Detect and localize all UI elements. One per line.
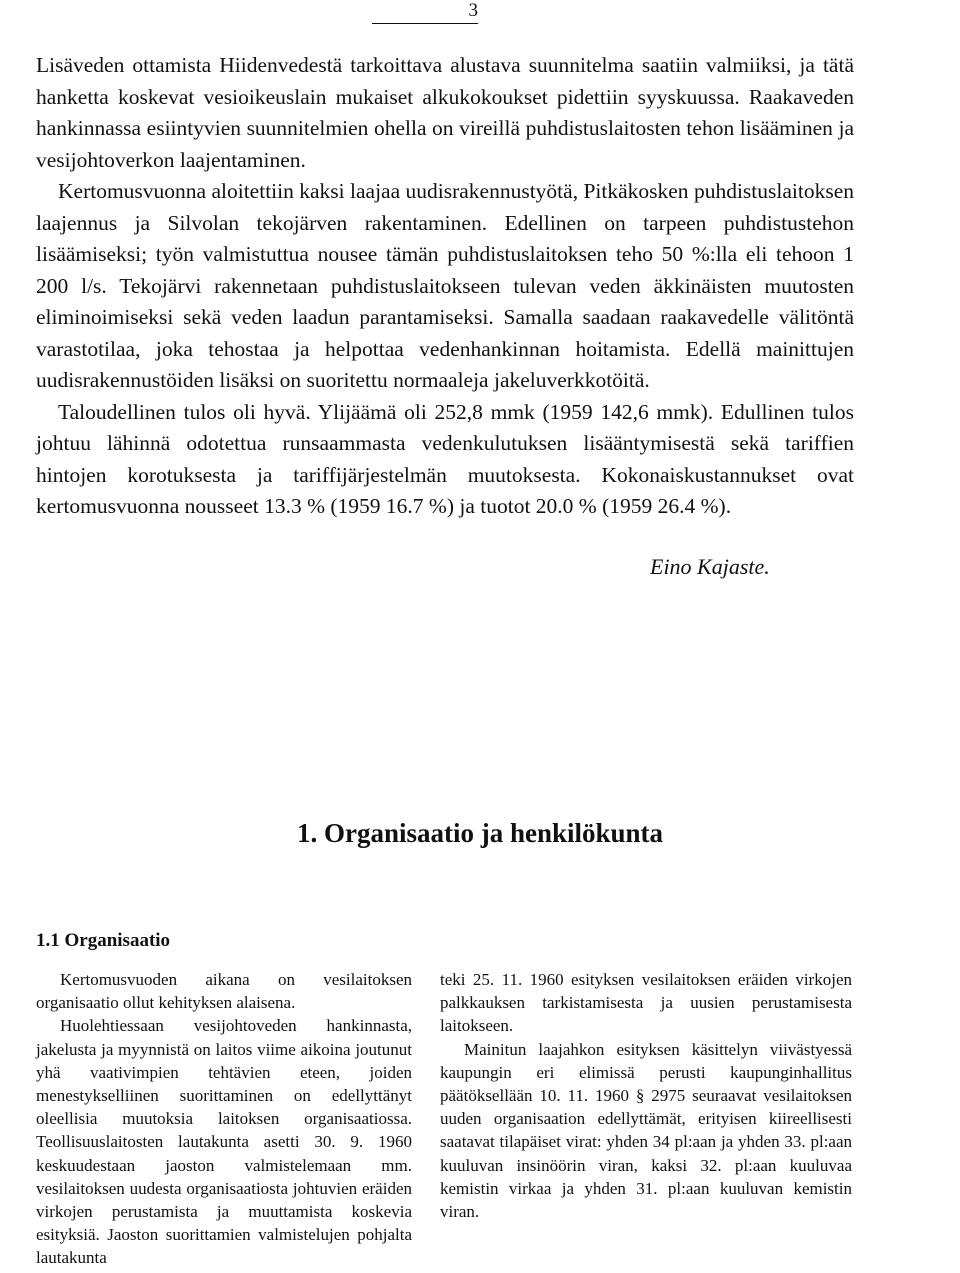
intro-paragraph: Taloudellinen tulos oli hyvä. Ylijäämä oli 252,8 mmk (1959 142,6 mmk). Edullinen tulos johtuu lähinnä odotettua runsaammasta vedenkulutuksen lisääntymisestä sekä tariffien hintojen korotuksesta ja tariffijärjestelmän muutoksesta. Kokonaiskustannukset ovat kertomusvuonna nousseet 13.3 % (1959 16.7 %) ja tuotot 20.0 % (1959 26.4 %). [36, 399, 854, 518]
right-column [440, 968, 852, 1223]
column-paragraph: Huolehtiessaan vesijohtoveden hankinnasta, jakelusta ja myynnistä on laitos viime aikoina joutunut yhä vaativimpien tehtävien eteen, joiden menestykselliinen suorittaminen on edellyttänyt oleellisia muutoksia laitoksen organisaatiossa. Teollisuuslaitosten lautakunta asetti 30. 9. 1960 keskuudestaan jaoston valmistelemaan mm. vesilaitoksen uudesta organisaatiosta johtuvien eräiden virkojen perustamista ja muuttamista koskevia esityksiä. Jaoston suorittamien valmistelujen pohjalta lautakunta [36, 1016, 412, 1268]
column-paragraph: Mainitun laajahkon esityksen käsittelyn viivästyessä kaupungin eri elimissä perusti kaupunginhallitus päätöksellään 10. 11. 1960 § 2975 seuraavat vesilaitoksen uuden organisaation edellyttämät, erityisen kiireellisesti saatavat tilapäiset virat: yhden 34 pl:aan ja yhden 33. pl:aan kuuluvan insinöörin viran, kaksi 32. pl:aan kuuluvaa kemistin virkaa ja yhden 31. pl:aan kuuluvan kemistin viran. [440, 1039, 852, 1222]
intro-paragraph: Kertomusvuonna aloitettiin kaksi laajaa uudisrakennustyötä, Pitkäkosken puhdistuslaitoksen laajennus ja Silvolan tekojärven rakentaminen. Edellinen on tarpeen puhdistustehon lisäämiseksi; työn valmistuttua nousee tämän puhdistuslaitoksen teho 50 %:lla eli tehoon 1 200 l/s. Tekojärvi rakennetaan puhdistuslaitokseen tulevan veden äkkinäisten muutosten eliminoimiseksi sekä veden laadun parantamiseksi. Samalla saadaan raakavedelle välitöntä varastotilaa, joka tehostaa ja helpottaa vedenhankinnan hoitamista. Edellä mainittujen uudisrakennustöiden lisäksi on suoritettu normaaleja jakeluverkkotöitä. [36, 179, 854, 392]
column-paragraph: teki 25. 11. 1960 esityksen vesilaitoksen eräiden virkojen palkkauksen tarkistamisesta ja uusien perustamisesta laitokseen. [440, 970, 852, 1036]
intro-paragraph: Lisäveden ottamista Hiidenvedestä tarkoittava alustava suunnitelma saatiin valmiiksi, ja tätä hanketta koskevat vesioikeuslain mukaiset alkukokoukset pidettiin syyskuussa. Raakaveden hankinnassa esiintyvien suunnitelmien ohella on vireillä puhdistuslaitosten tehon lisääminen ja vesijohtoverkon laajentaminen. [36, 53, 854, 172]
intro-text [36, 50, 854, 523]
page-number: 3 [372, 0, 478, 24]
section-title: 1. Organisaatio ja henkilökunta [296, 818, 664, 848]
left-column [36, 968, 412, 1270]
signature: Eino Kajaste. [650, 554, 770, 579]
subsection-title: 1.1 Organisaatio [36, 930, 171, 951]
column-paragraph: Kertomusvuoden aikana on vesilaitoksen organisaatio ollut kehityksen alaisena. [36, 970, 412, 1013]
